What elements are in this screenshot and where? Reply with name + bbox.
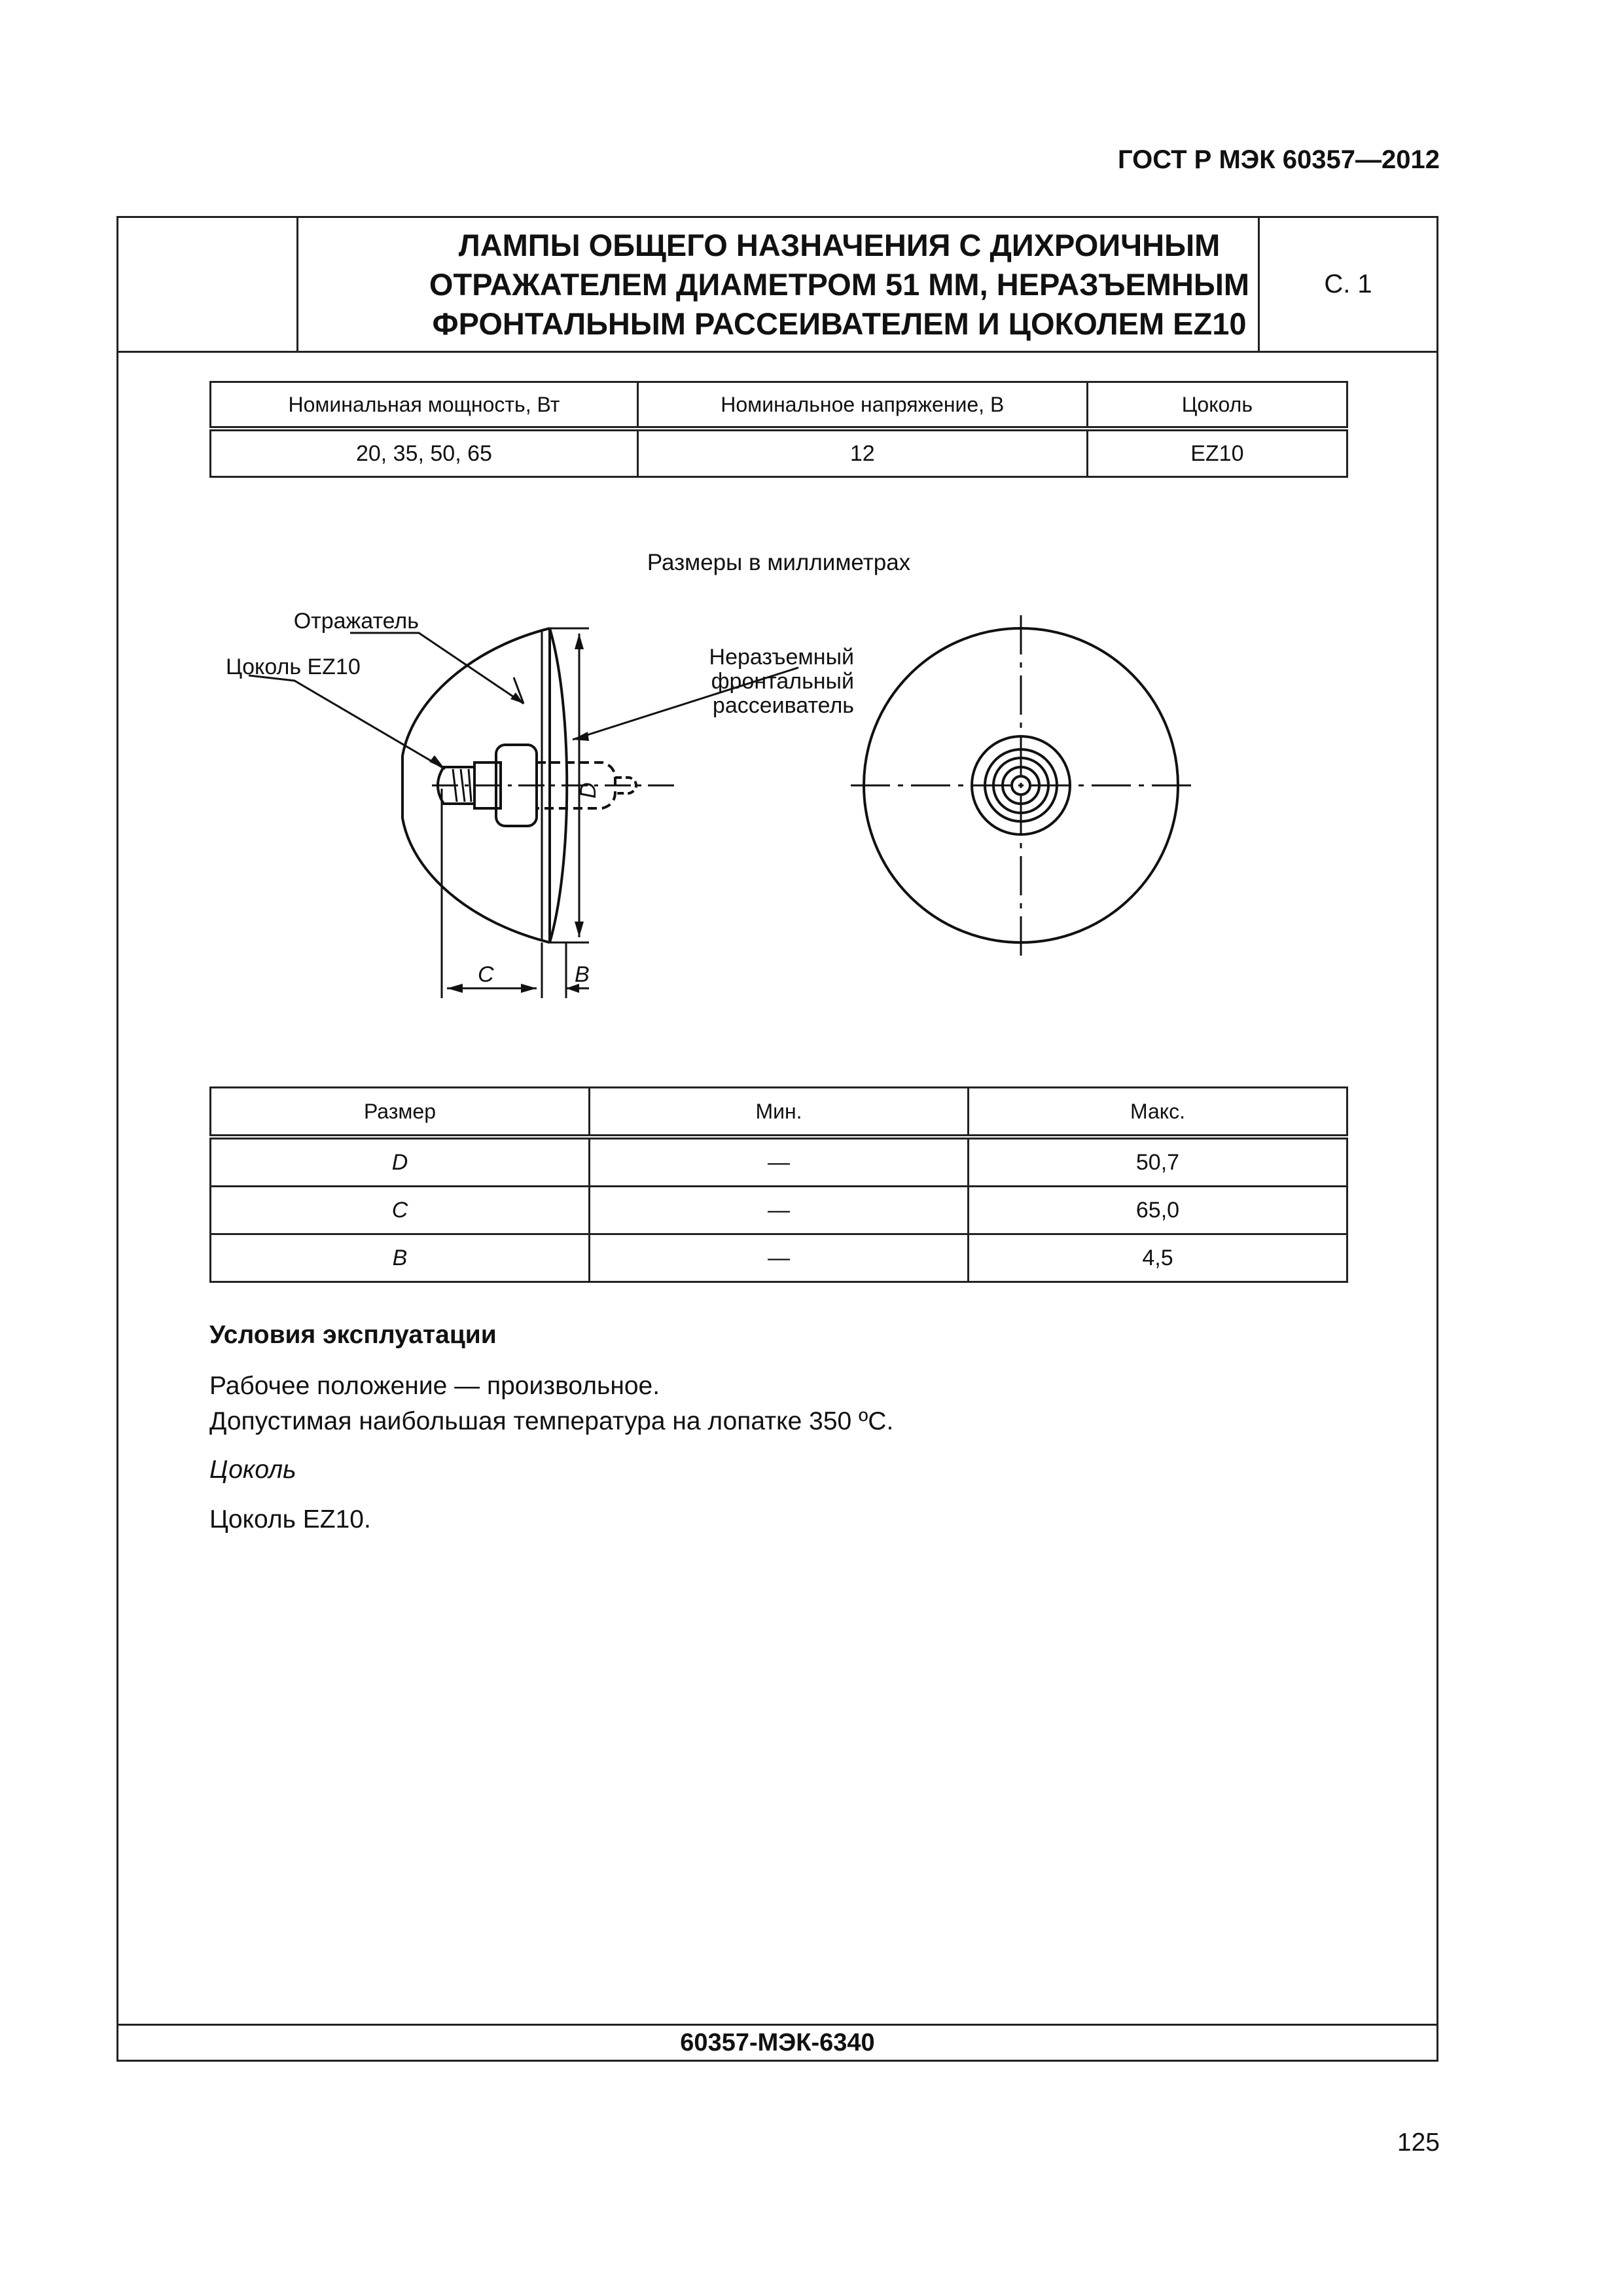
header-voltage: Номинальное напряжение, В	[637, 382, 1087, 429]
header-max: Макс.	[968, 1088, 1347, 1138]
label-cap: Цоколь EZ10	[226, 655, 361, 679]
title-line-2: ОТРАЖАТЕЛЕМ ДИАМЕТРОМ 51 ММ, НЕРАЗЪЕМНЫМ	[429, 266, 1250, 302]
table-header-row	[211, 1088, 1347, 1138]
header-cap: Цоколь	[1087, 382, 1347, 429]
cell-max: 50,7	[968, 1137, 1347, 1187]
standard-number: ГОСТ Р МЭК 60357—2012	[1117, 145, 1440, 174]
label-lens-2: фронтальный	[711, 669, 854, 694]
sheet-title	[298, 218, 1380, 351]
title-line-3: ФРОНТАЛЬНЫМ РАССЕИВАТЕЛЕМ И ЦОКОЛЕМ EZ10	[432, 306, 1247, 341]
parameters-table	[209, 381, 1348, 478]
label-dim-b: B	[575, 962, 590, 987]
operating-position-text: Рабочее положение — произвольное.	[209, 1372, 660, 1400]
footer-divider	[116, 2024, 1438, 2026]
table-row	[211, 1234, 1347, 1282]
label-reflector: Отражатель	[293, 609, 419, 634]
cell-dimension: B	[211, 1234, 590, 1282]
dimensions-table	[209, 1086, 1348, 1283]
cell-min: —	[590, 1234, 969, 1282]
table-row	[211, 429, 1347, 477]
cap-subheading: Цоколь	[209, 1456, 296, 1484]
sheet-code: 60357-МЭК-6340	[680, 2029, 875, 2056]
page-number: 125	[1397, 2128, 1440, 2157]
table-row	[211, 1187, 1347, 1234]
lamp-drawing	[196, 602, 1414, 1034]
label-dim-c: C	[478, 962, 494, 987]
title-line-1: ЛАМПЫ ОБЩЕГО НАЗНАЧЕНИЯ С ДИХРОИЧНЫМ	[458, 227, 1221, 262]
cell-dimension: C	[211, 1187, 590, 1234]
cell-max: 65,0	[968, 1187, 1347, 1234]
cell-min: —	[590, 1137, 969, 1187]
cell-max: 4,5	[968, 1234, 1347, 1282]
table-row	[211, 1137, 1347, 1187]
header-min: Мин.	[590, 1088, 969, 1138]
label-lens-1: Неразъемный	[709, 645, 854, 670]
operating-conditions-heading: Условия эксплуатации	[209, 1321, 497, 1349]
cell-cap: EZ10	[1087, 429, 1347, 477]
title-block	[118, 218, 1436, 353]
header-power: Номинальная мощность, Вт	[211, 382, 638, 429]
cell-min: —	[590, 1187, 969, 1234]
dimensions-caption: Размеры в миллиметрах	[647, 550, 911, 575]
label-lens-3: рассеиватель	[712, 693, 854, 718]
sheet-number: С. 1	[1258, 218, 1436, 351]
table-header-row	[211, 382, 1347, 429]
cap-text: Цоколь EZ10.	[209, 1505, 371, 1534]
header-dimension: Размер	[211, 1088, 590, 1138]
cell-voltage: 12	[637, 429, 1087, 477]
cell-power: 20, 35, 50, 65	[211, 429, 638, 477]
label-dim-d: D	[576, 782, 601, 798]
title-left-cell	[118, 218, 298, 351]
cell-dimension: D	[211, 1137, 590, 1187]
max-temperature-text: Допустимая наибольшая температура на лопатке 350 ºС.	[209, 1407, 894, 1435]
